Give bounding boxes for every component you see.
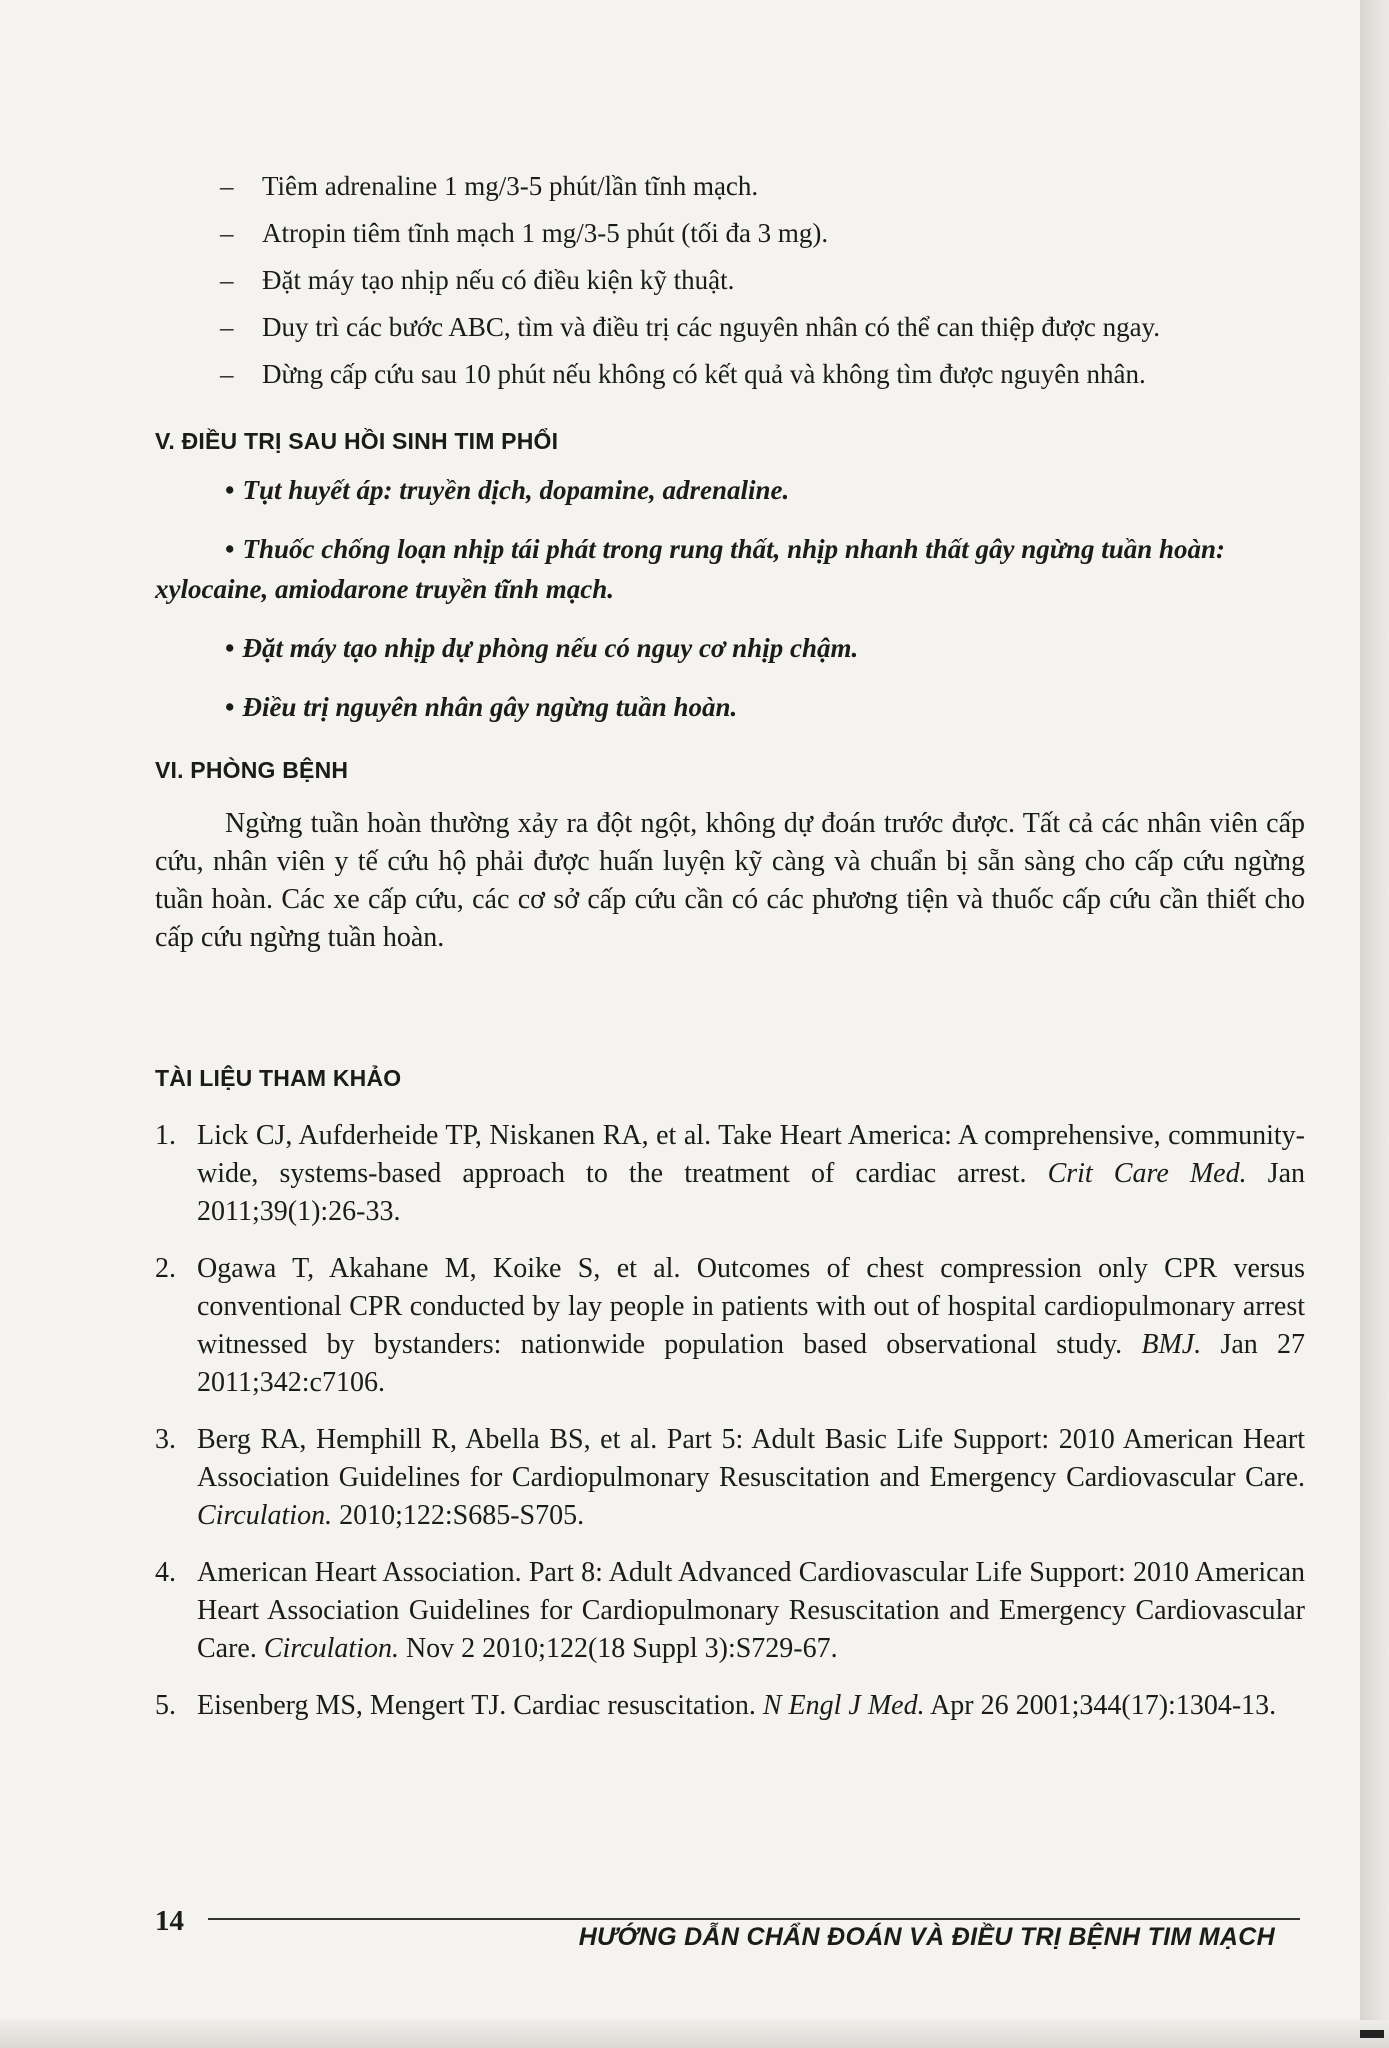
bullet-item: • Đặt máy tạo nhịp dự phòng nếu có nguy cơ nhịp chậm.: [225, 633, 859, 663]
list-item: – Tiêm adrenaline 1 mg/3-5 phút/lần tĩnh mạch.: [220, 163, 1300, 210]
bullet-dot: •: [225, 534, 235, 564]
list-item: – Dừng cấp cứu sau 10 phút nếu không có kết quả và không tìm được nguyên nhân.: [220, 351, 1300, 398]
journal-name: Circulation.: [263, 1633, 399, 1664]
reference-item: 2. Ogawa T, Akahane M, Koike S, et al. Outcomes of chest compression only CPR versus conventional CPR conducted by lay people in patients with out of hospital cardiopulmonary arrest witnessed by bystanders: nationwide population based observational study. BMJ. Jan 27 2011;342:c7106.: [155, 1253, 1306, 1398]
list-item: – Atropin tiêm tĩnh mạch 1 mg/3-5 phút (tối đa 3 mg).: [220, 210, 1300, 257]
reference-list: [155, 1117, 1305, 1744]
dash-marker: –: [220, 359, 234, 389]
page-edge-shadow: [1360, 0, 1389, 2048]
running-footer-title: HƯỚNG DẪN CHẨN ĐOÁN VÀ ĐIỀU TRỊ BỆNH TIM MẠCH: [578, 1923, 1275, 1951]
section-heading-treatment: V. ĐIỀU TRỊ SAU HỒI SINH TIM PHỔI: [155, 428, 559, 454]
dash-marker: –: [220, 312, 234, 342]
dash-marker: –: [220, 171, 234, 201]
bullet-dot: •: [225, 633, 235, 663]
page-number: 14: [155, 1905, 184, 1937]
dash-marker: –: [220, 218, 234, 248]
reference-item: 5. Eisenberg MS, Mengert TJ. Cardiac resuscitation. N Engl J Med. Apr 26 2001;344(17):1304-13.: [155, 1690, 1277, 1721]
journal-name: N Engl J Med.: [762, 1690, 925, 1721]
reference-item: 3. Berg RA, Hemphill R, Abella BS, et al. Part 5: Adult Basic Life Support: 2010 American Heart Association Guidelines for Cardiopulmonary Resuscitation and Emergency Cardiovascular Care. Circulation. 2010;122:S685-S705.: [155, 1424, 1305, 1531]
footer-rule: [208, 1918, 1300, 1920]
page-bottom-edge: [0, 2020, 1389, 2048]
section-heading-prevention: VI. PHÒNG BỆNH: [155, 757, 349, 783]
bullet-item: • Điều trị nguyên nhân gây ngừng tuần hoàn.: [225, 692, 738, 722]
journal-name: BMJ.: [1141, 1329, 1202, 1360]
list-item: – Duy trì các bước ABC, tìm và điều trị các nguyên nhân có thể can thiệp được ngay.: [220, 304, 1300, 351]
journal-name: Crit Care Med.: [1047, 1158, 1247, 1189]
reference-item: 1. Lick CJ, Aufderheide TP, Niskanen RA, et al. Take Heart America: A comprehensive, community-wide, systems-based approach to the treatment of cardiac arrest. Crit Care Med. Jan 2011;39(1):26-33.: [155, 1120, 1306, 1227]
dash-marker: –: [220, 265, 234, 295]
bullet-dot: •: [225, 475, 235, 505]
scan-corner-mark: [1360, 2030, 1384, 2038]
treatment-bullets: [155, 470, 1305, 746]
bullet-dot: •: [225, 692, 235, 722]
prevention-paragraph: Ngừng tuần hoàn thường xảy ra đột ngột, không dự đoán trước được. Tất cả các nhân viên cấp cứu, nhân viên y tế cứu hộ phải được huấn luyện kỹ càng và chuẩn bị sẵn sàng cho cấp cứu ngừng tuần hoàn. Các xe cấp cứu, các cơ sở cấp cứu cần có các phương tiện và thuốc cấp cứu cần thiết cho cấp cứu ngừng tuần hoàn.: [155, 808, 1305, 953]
references-heading: TÀI LIỆU THAM KHẢO: [155, 1065, 402, 1091]
list-item: – Đặt máy tạo nhịp nếu có điều kiện kỹ thuật.: [220, 257, 1300, 304]
bullet-item: • Tụt huyết áp: truyền dịch, dopamine, adrenaline.: [225, 475, 790, 505]
reference-item: 4. American Heart Association. Part 8: Adult Advanced Cardiovascular Life Support: 2010 American Heart Association Guidelines for Cardiopulmonary Resuscitation and Emergency Cardiovascular Care. Circulation. Nov 2 2010;122(18 Suppl 3):S729-67.: [155, 1557, 1305, 1664]
bullet-item: • Thuốc chống loạn nhịp tái phát trong rung thất, nhịp nhanh thất gây ngừng tuần hoàn: xylocaine, amiodarone truyền tĩnh mạch.: [155, 534, 1225, 604]
dash-list: [220, 163, 1300, 398]
journal-name: Circulation.: [197, 1500, 333, 1531]
